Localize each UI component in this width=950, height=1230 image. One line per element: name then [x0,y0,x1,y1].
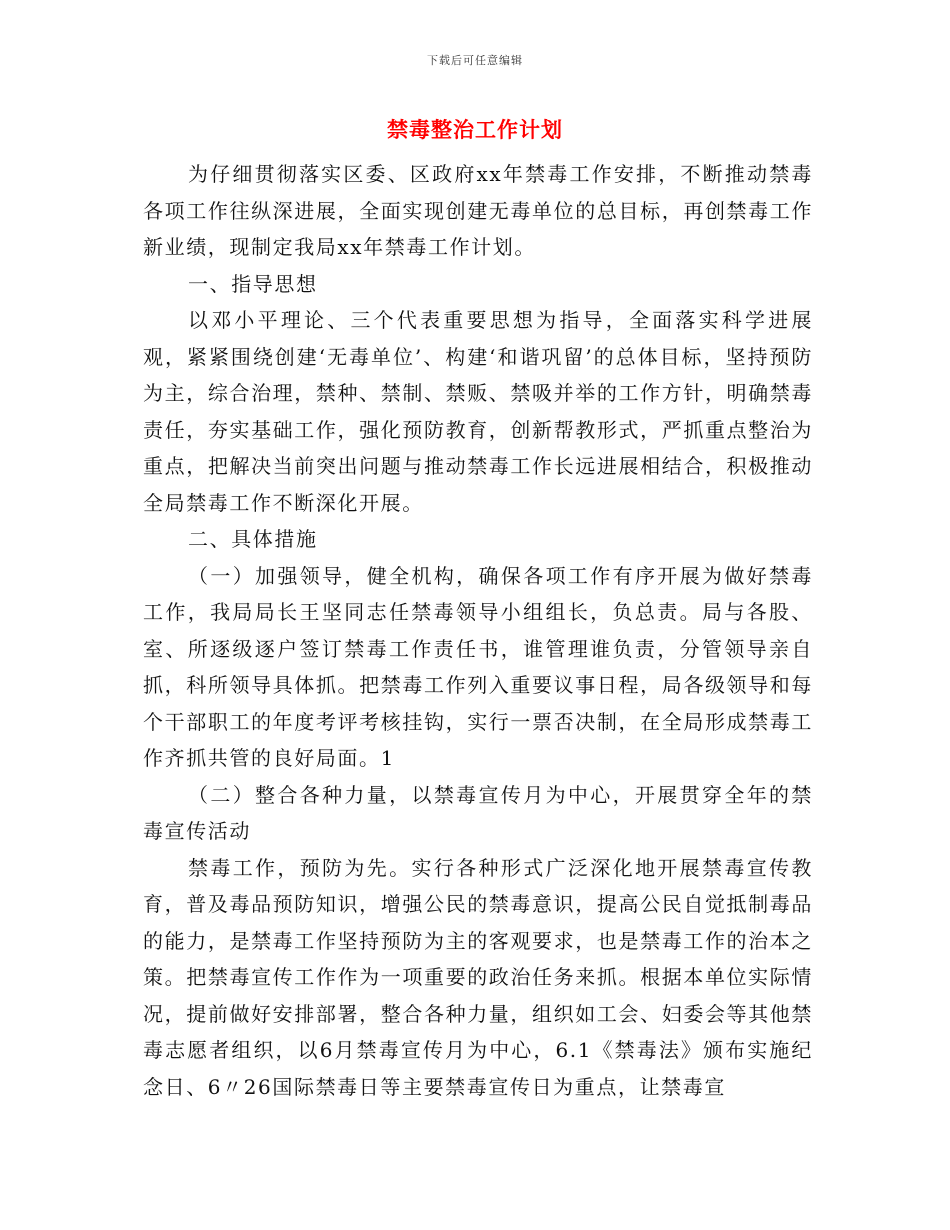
paragraph-measure-1: （一）加强领导，健全机构，确保各项工作有序开展为做好禁毒工作，我局局长王坚同志任禁毒领导小组组长，负总责。局与各股、室、所逐级逐户签订禁毒工作责任书，谁管理谁负责，分管领导亲自抓，科所领导具体抓。把禁毒工作列入重要议事日程，局各级领导和每个干部职工的年度考评考核挂钩，实行一票否决制，在全局形成禁毒工作齐抓共管的良好局面。1 [143,563,813,770]
document-body [143,156,813,1105]
paragraph-guiding-ideology: 以邓小平理论、三个代表重要思想为指导，全面落实科学进展观，紧紧围绕创建‘无毒单位’、构建‘和谐巩留’的总体目标，坚持预防为主，综合治理，禁种、禁制、禁贩、禁吸并举的工作方针，明确禁毒责任，夯实基础工作，强化预防教育，创新帮教形式，严抓重点整治为重点，把解决当前突出问题与推动禁毒工作长远进展相结合，积极推动全局禁毒工作不断深化开展。 [143,308,813,515]
document-title: 禁毒整治工作计划 [387,117,563,142]
section-heading-specific-measures: 二、具体措施 [188,527,318,551]
paragraph-measure-2: 禁毒工作，预防为先。实行各种形式广泛深化地开展禁毒宣传教育，普及毒品预防知识，增强公民的禁毒意识，提高公民自觉抵制毒品的能力，是禁毒工作坚持预防为主的客观要求，也是禁毒工作的治本之策。把禁毒宣传工作作为一项重要的政治任务来抓。根据本单位实际情况，提前做好安排部署，整合各种力量，组织如工会、妇委会等其他禁毒志愿者组织，以6月禁毒宣传月为中心，6.1《禁毒法》颁布实施纪念日、6〃26国际禁毒日等主要禁毒宣传日为重点，让禁毒宣 [143,855,813,1099]
header-note: 下载后可任意编辑 [427,54,523,67]
paragraph-intro: 为仔细贯彻落实区委、区政府xx年禁毒工作安排，不断推动禁毒各项工作往纵深进展，全面实现创建无毒单位的总目标，再创禁毒工作新业绩，现制定我局xx年禁毒工作计划。 [143,162,813,259]
section-heading-guiding-ideology: 一、指导思想 [188,271,318,296]
subheading-measure-2: （二）整合各种力量，以禁毒宣传月为中心，开展贯穿全年的禁毒宣传活动 [143,782,813,843]
